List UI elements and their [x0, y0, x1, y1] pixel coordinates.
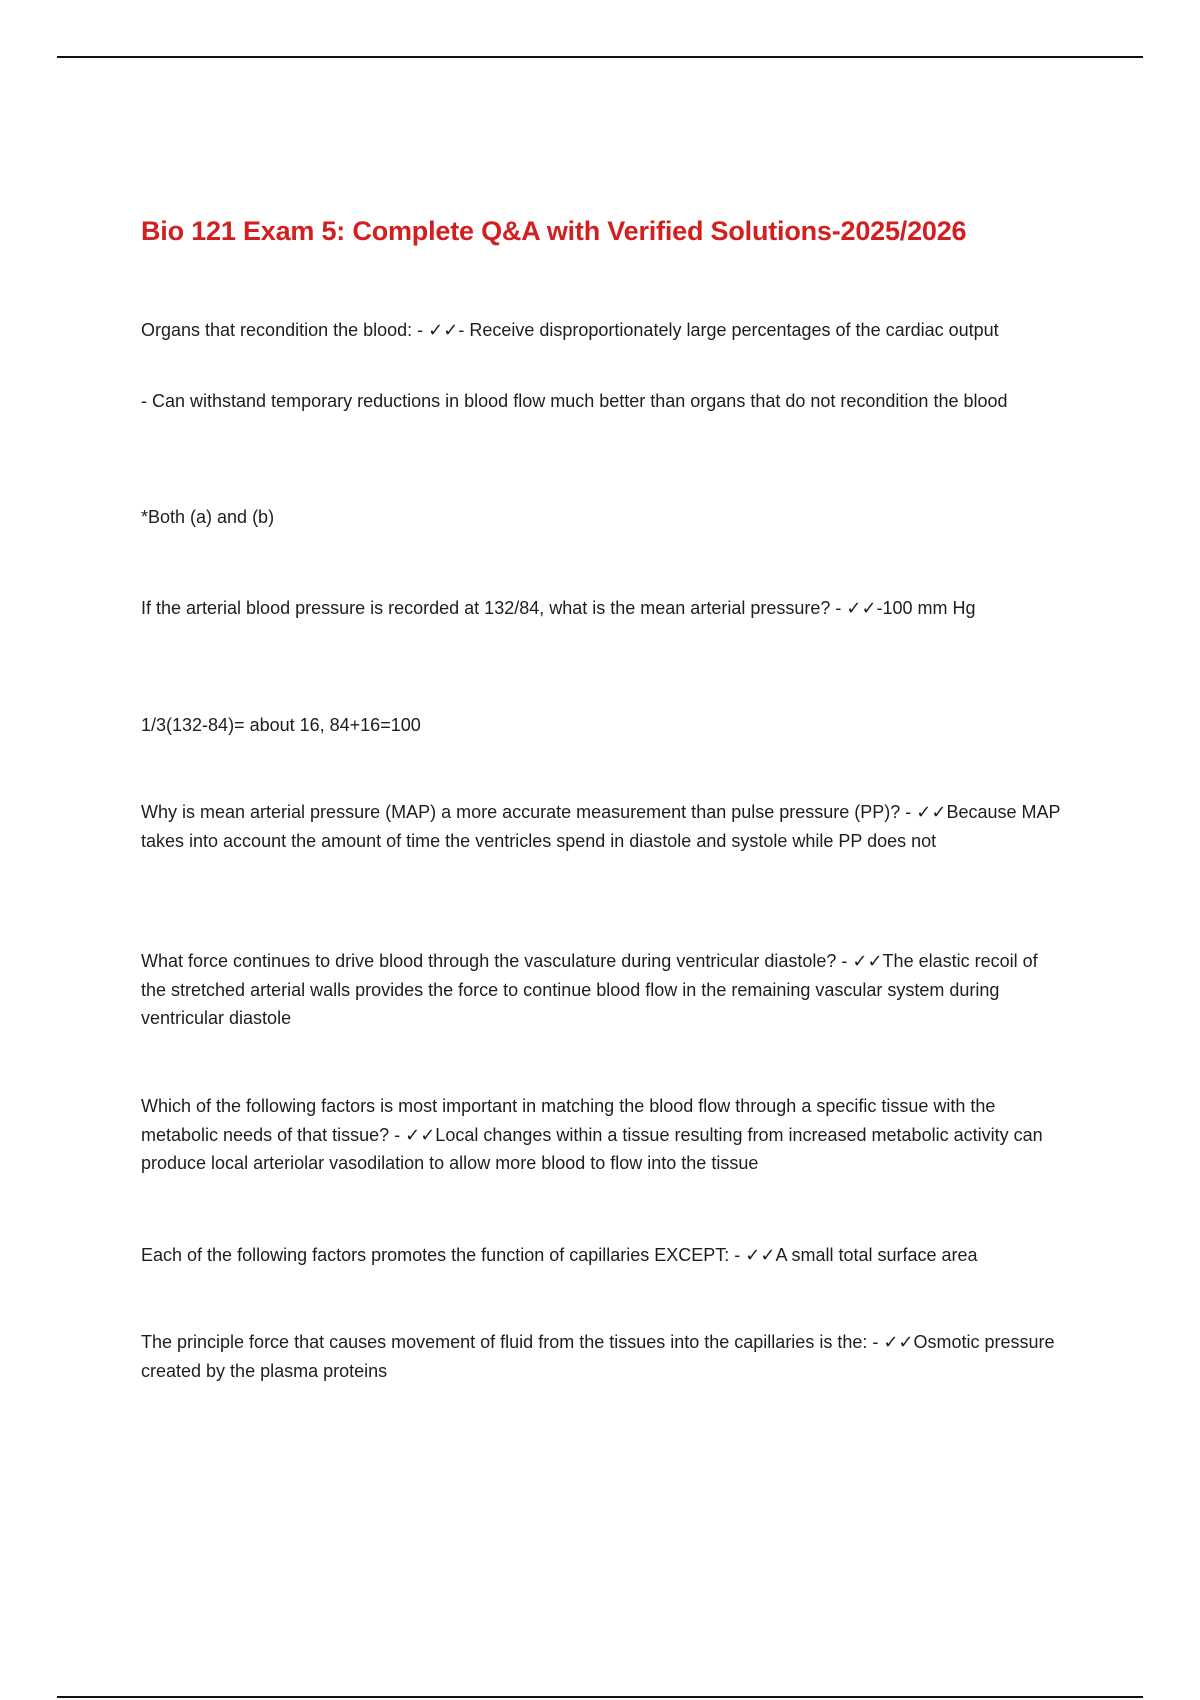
qa-paragraph: If the arterial blood pressure is recorded at 132/84, what is the mean arterial pressure? - ✓✓-100 mm Hg [141, 598, 976, 618]
header-rule [57, 56, 1143, 58]
qa-paragraph: 1/3(132-84)= about 16, 84+16=100 [141, 715, 421, 735]
qa-paragraph: Each of the following factors promotes the function of capillaries EXCEPT: - ✓✓A small total surface area [141, 1245, 978, 1265]
footer-rule [57, 1696, 1143, 1698]
qa-paragraph: The principle force that causes movement of fluid from the tissues into the capillaries is the: - ✓✓Osmotic pressure created by the plasma proteins [141, 1332, 1055, 1381]
document-title: Bio 121 Exam 5: Complete Q&A with Verified Solutions-2025/2026 [141, 216, 967, 246]
qa-paragraph: Organs that recondition the blood: - ✓✓- Receive disproportionately large percentages of the cardiac output [141, 320, 999, 340]
qa-paragraph: *Both (a) and (b) [141, 507, 275, 527]
qa-paragraph: Which of the following factors is most important in matching the blood flow through a specific tissue with the metabolic needs of that tissue? - ✓✓Local changes within a tissue resulting from increased metabolic activity can produce local arteriolar vasodilation to allow more blood to flow into the tissue [141, 1096, 1043, 1173]
qa-paragraph: - Can withstand temporary reductions in blood flow much better than organs that do not recondition the blood [141, 391, 1008, 411]
qa-paragraph: Why is mean arterial pressure (MAP) a more accurate measurement than pulse pressure (PP)? - ✓✓Because MAP takes into account the amount of time the ventricles spend in diastole and systole while PP does not [141, 802, 1061, 851]
qa-paragraph: What force continues to drive blood through the vasculature during ventricular diastole? - ✓✓The elastic recoil of the stretched arterial walls provides the force to continue blood flow in the remaining vascular system during ventricular diastole [141, 951, 1038, 1028]
